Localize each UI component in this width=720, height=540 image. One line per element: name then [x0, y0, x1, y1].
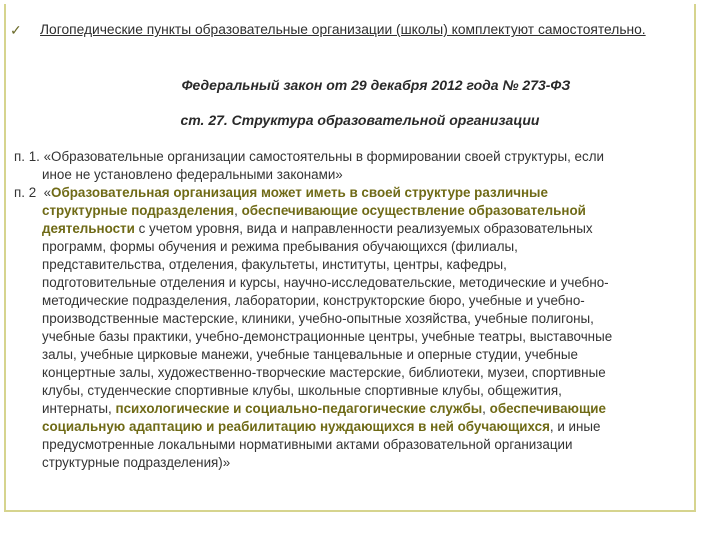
line-3 — [14, 220, 704, 238]
text-9: концертные залы, художественно-творческие мастерские, библиотеки, музеи, спортивные — [42, 365, 606, 380]
line-14 — [14, 418, 704, 436]
text-8: залы, учебные цирковые манежи, учебные танцевальные и оперные студии, учебные — [42, 347, 579, 362]
comma-2: , — [482, 401, 486, 416]
paragraph-1-line2: иное не установлено федеральными законами» — [42, 167, 343, 182]
text-10: клубы, студенческие спортивные клубы, школьные спортивные клубы, общежития, — [42, 383, 562, 398]
text-7: учебные базы практики, учебно-демонстрационные центры, учебные театры, выставочные — [42, 329, 613, 344]
checkmark-icon: ✓ — [10, 22, 22, 38]
paragraph-2 — [14, 184, 704, 472]
slide-heading: Логопедические пункты образовательные организации (школы) комплектуют самостоятельно. — [40, 22, 646, 37]
text-3: представительства, отделения, факультеты, институты, центры, кафедры, — [42, 257, 507, 272]
highlight-4: деятельности — [42, 221, 135, 236]
article-title: ст. 27. Структура образовательной организации — [180, 112, 540, 128]
text-14: структурные подразделения)» — [42, 455, 231, 470]
line-2 — [14, 202, 704, 220]
text-11: интернаты, — [42, 401, 112, 416]
text-4: подготовительные отделения и курсы, научно-исследовательские, методические и учебно- — [42, 275, 609, 290]
text-2: программ, формы обучения и режима пребывания обучающихся (филиалы, — [42, 239, 518, 254]
paragraph-1-number: п. 1. — [14, 149, 40, 164]
highlight-1: Образовательная организация может иметь в своей структуре различные — [51, 185, 548, 200]
text-1: с учетом уровня, вида и направленности реализуемых образовательных — [138, 221, 593, 236]
paragraph-1-line1: «Образовательные организации самостоятельны в формировании своей структуры, если — [43, 149, 604, 164]
line-13 — [14, 400, 704, 418]
text-12: , и иные — [549, 419, 601, 434]
highlight-6: обеспечивающие — [489, 401, 606, 416]
paragraph-1 — [14, 148, 704, 184]
text-13: предусмотренные локальными нормативными актами образовательной организации — [42, 437, 573, 452]
highlight-5: психологические и социально-педагогические службы — [115, 401, 483, 416]
highlight-3: обеспечивающие осуществление образовательной — [241, 203, 586, 218]
open-quote: « — [43, 185, 52, 200]
comma-1: , — [234, 203, 238, 218]
highlight-2: структурные подразделения — [42, 203, 235, 218]
text-6: производственные мастерские, клиники, учебно-опытные хозяйства, учебные полигоны, — [42, 311, 594, 326]
law-title: Федеральный закон от 29 декабря 2012 года № 273-ФЗ — [181, 77, 571, 93]
text-5: методические подразделения, лаборатории, конструкторские бюро, учебные и учебно- — [42, 293, 585, 308]
paragraph-2-number: п. 2 — [14, 185, 37, 200]
highlight-7: социальную адаптацию и реабилитацию нуждающихся в ней обучающихся — [42, 419, 550, 434]
